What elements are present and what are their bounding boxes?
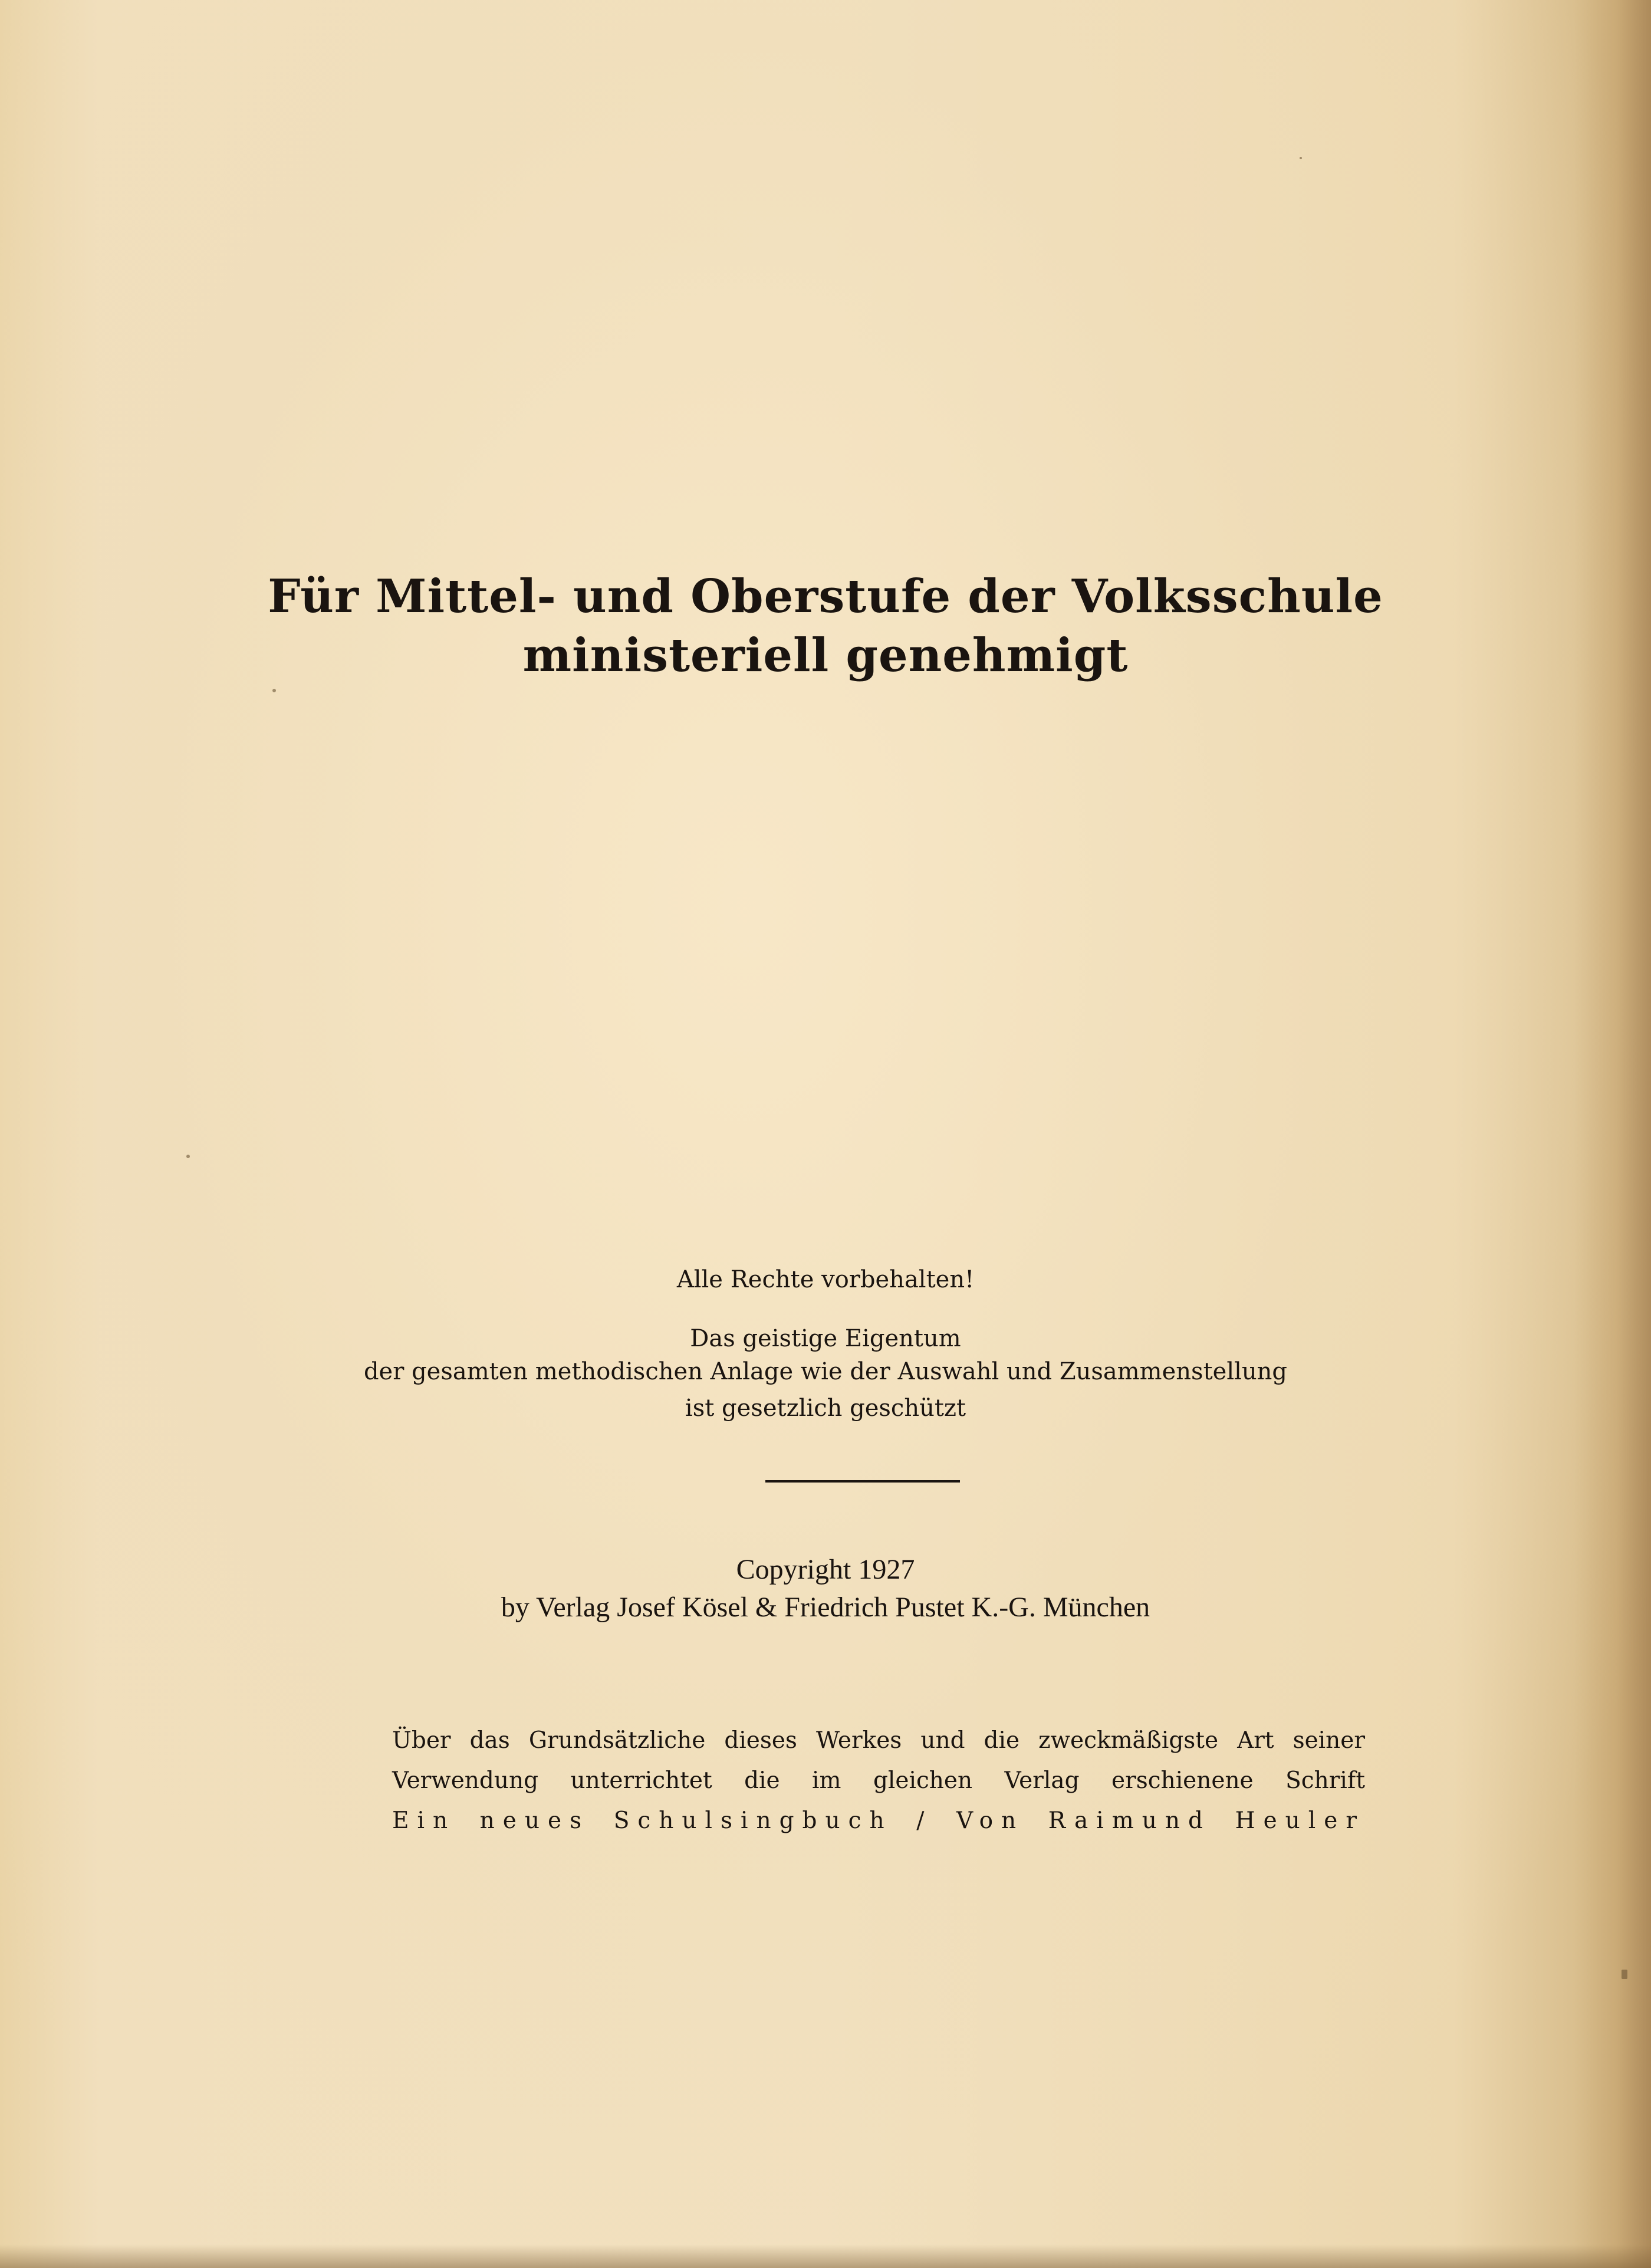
copyright-year: Copyright 1927 bbox=[736, 1554, 915, 1585]
approval-heading-line-1: Für Mittel- und Oberstufe der Volksschule bbox=[268, 570, 1383, 623]
property-notice-line-2: der gesamten methodischen Anlage wie der Auswahl und Zusammenstellung bbox=[363, 1358, 1288, 1385]
paper-speck bbox=[272, 689, 276, 692]
copyright-publisher: by Verlag Josef Kösel & Friedrich Pustet K.-G. München bbox=[501, 1592, 1150, 1623]
reference-note-line-1: Über das Grundsätzliche dieses Werkes und die zweckmäßigste Art seiner bbox=[392, 1727, 1365, 1754]
reference-note-line-2: Verwendung unterrichtet die im gleichen Verlag erschienene Schrift bbox=[392, 1767, 1365, 1794]
paper-speck bbox=[1622, 1970, 1627, 1979]
paper-speck bbox=[1300, 157, 1302, 159]
page-bottom-shadow bbox=[0, 2244, 1651, 2268]
rights-reserved-notice: Alle Rechte vorbehalten! bbox=[676, 1266, 975, 1293]
divider-rule bbox=[765, 1480, 960, 1483]
property-notice-line-3: ist gesetzlich geschützt bbox=[685, 1395, 966, 1422]
reference-note-line-3: Ein neues Schulsingbuch / Von Raimund Heuler bbox=[392, 1807, 1365, 1834]
property-notice-line-1: Das geistige Eigentum bbox=[690, 1325, 961, 1352]
page-edge-shadow bbox=[1574, 0, 1651, 2268]
paper-speck bbox=[186, 1155, 190, 1158]
approval-heading-line-2: ministeriell genehmigt bbox=[522, 629, 1129, 682]
